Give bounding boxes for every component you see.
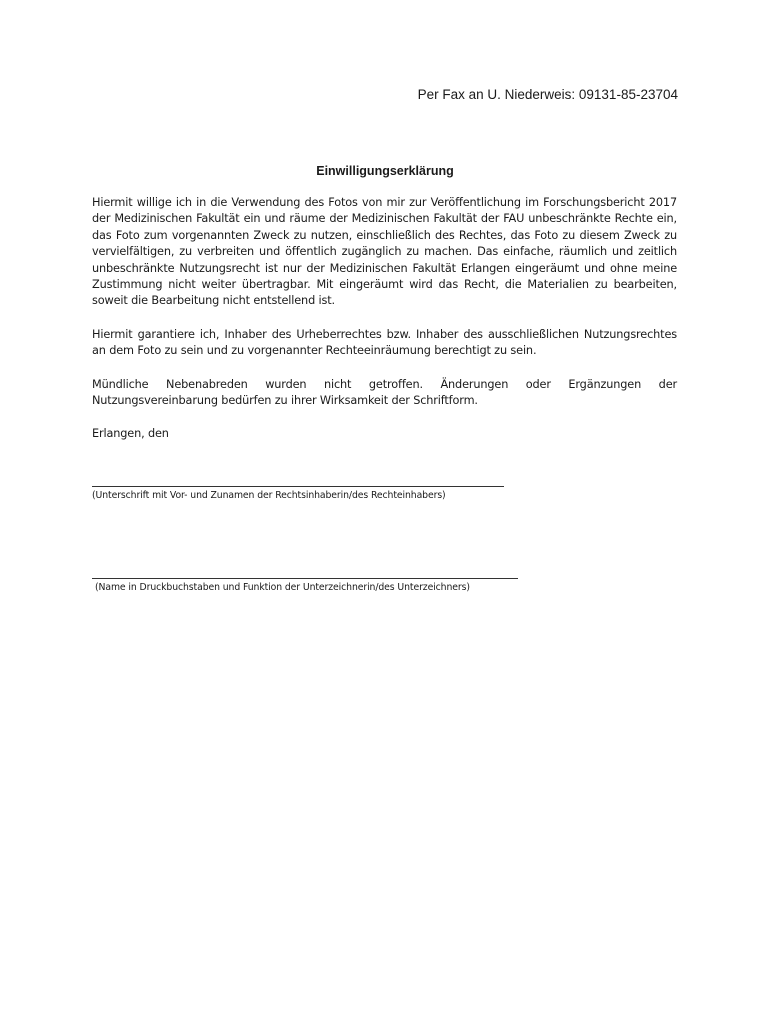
signature-caption: (Unterschrift mit Vor- und Zunamen der Rechtsinhaberin/des Rechteinhabers) — [92, 490, 446, 501]
place-date-line: Erlangen, den — [92, 427, 169, 440]
name-caption: (Name in Druckbuchstaben und Funktion der Unterzeichnerin/des Unterzeichners) — [95, 582, 470, 593]
document-title: Einwilligungserklärung — [316, 164, 454, 178]
guarantee-paragraph: Hiermit garantiere ich, Inhaber des Urheberrechtes bzw. Inhaber des ausschließlichen Nutzungsrechtes an dem Foto zu sein und zu vorgenannter Rechteeinräumung berechtigt zu sein. — [92, 328, 677, 358]
agreements-paragraph: Mündliche Nebenabreden wurden nicht getroffen. Änderungen oder Ergänzungen der Nutzungsvereinbarung bedürfen zu ihrer Wirksamkeit der Schriftform. — [92, 378, 677, 408]
name-line — [92, 578, 518, 579]
consent-paragraph: Hiermit willige ich in die Verwendung des Fotos von mir zur Veröffentlichung im Forschungsbericht 2017 der Medizinischen Fakultät ein und räume der Medizinischen Fakultät der FAU unbeschränkte Rechte ein, das Foto zum vorgenannten Zweck zu nutzen, einschließlich des Rechtes, das Foto zu diesem Zweck zu vervielfältigen, zu verbreiten und öffentlich zugänglich zu machen. Das einfache, räumlich und zeitlich unbeschränkte Nutzungsrecht ist nur der Medizinischen Fakultät Erlangen eingeräumt und ohne meine Zustimmung nicht weiter übertragbar. Mit eingeräumt wird das Recht, die Materialien zu bearbeiten, soweit die Bearbeitung nicht entstellend ist. — [92, 196, 677, 308]
fax-header: Per Fax an U. Niederweis: 09131-85-23704 — [417, 87, 678, 102]
signature-line — [92, 486, 504, 487]
